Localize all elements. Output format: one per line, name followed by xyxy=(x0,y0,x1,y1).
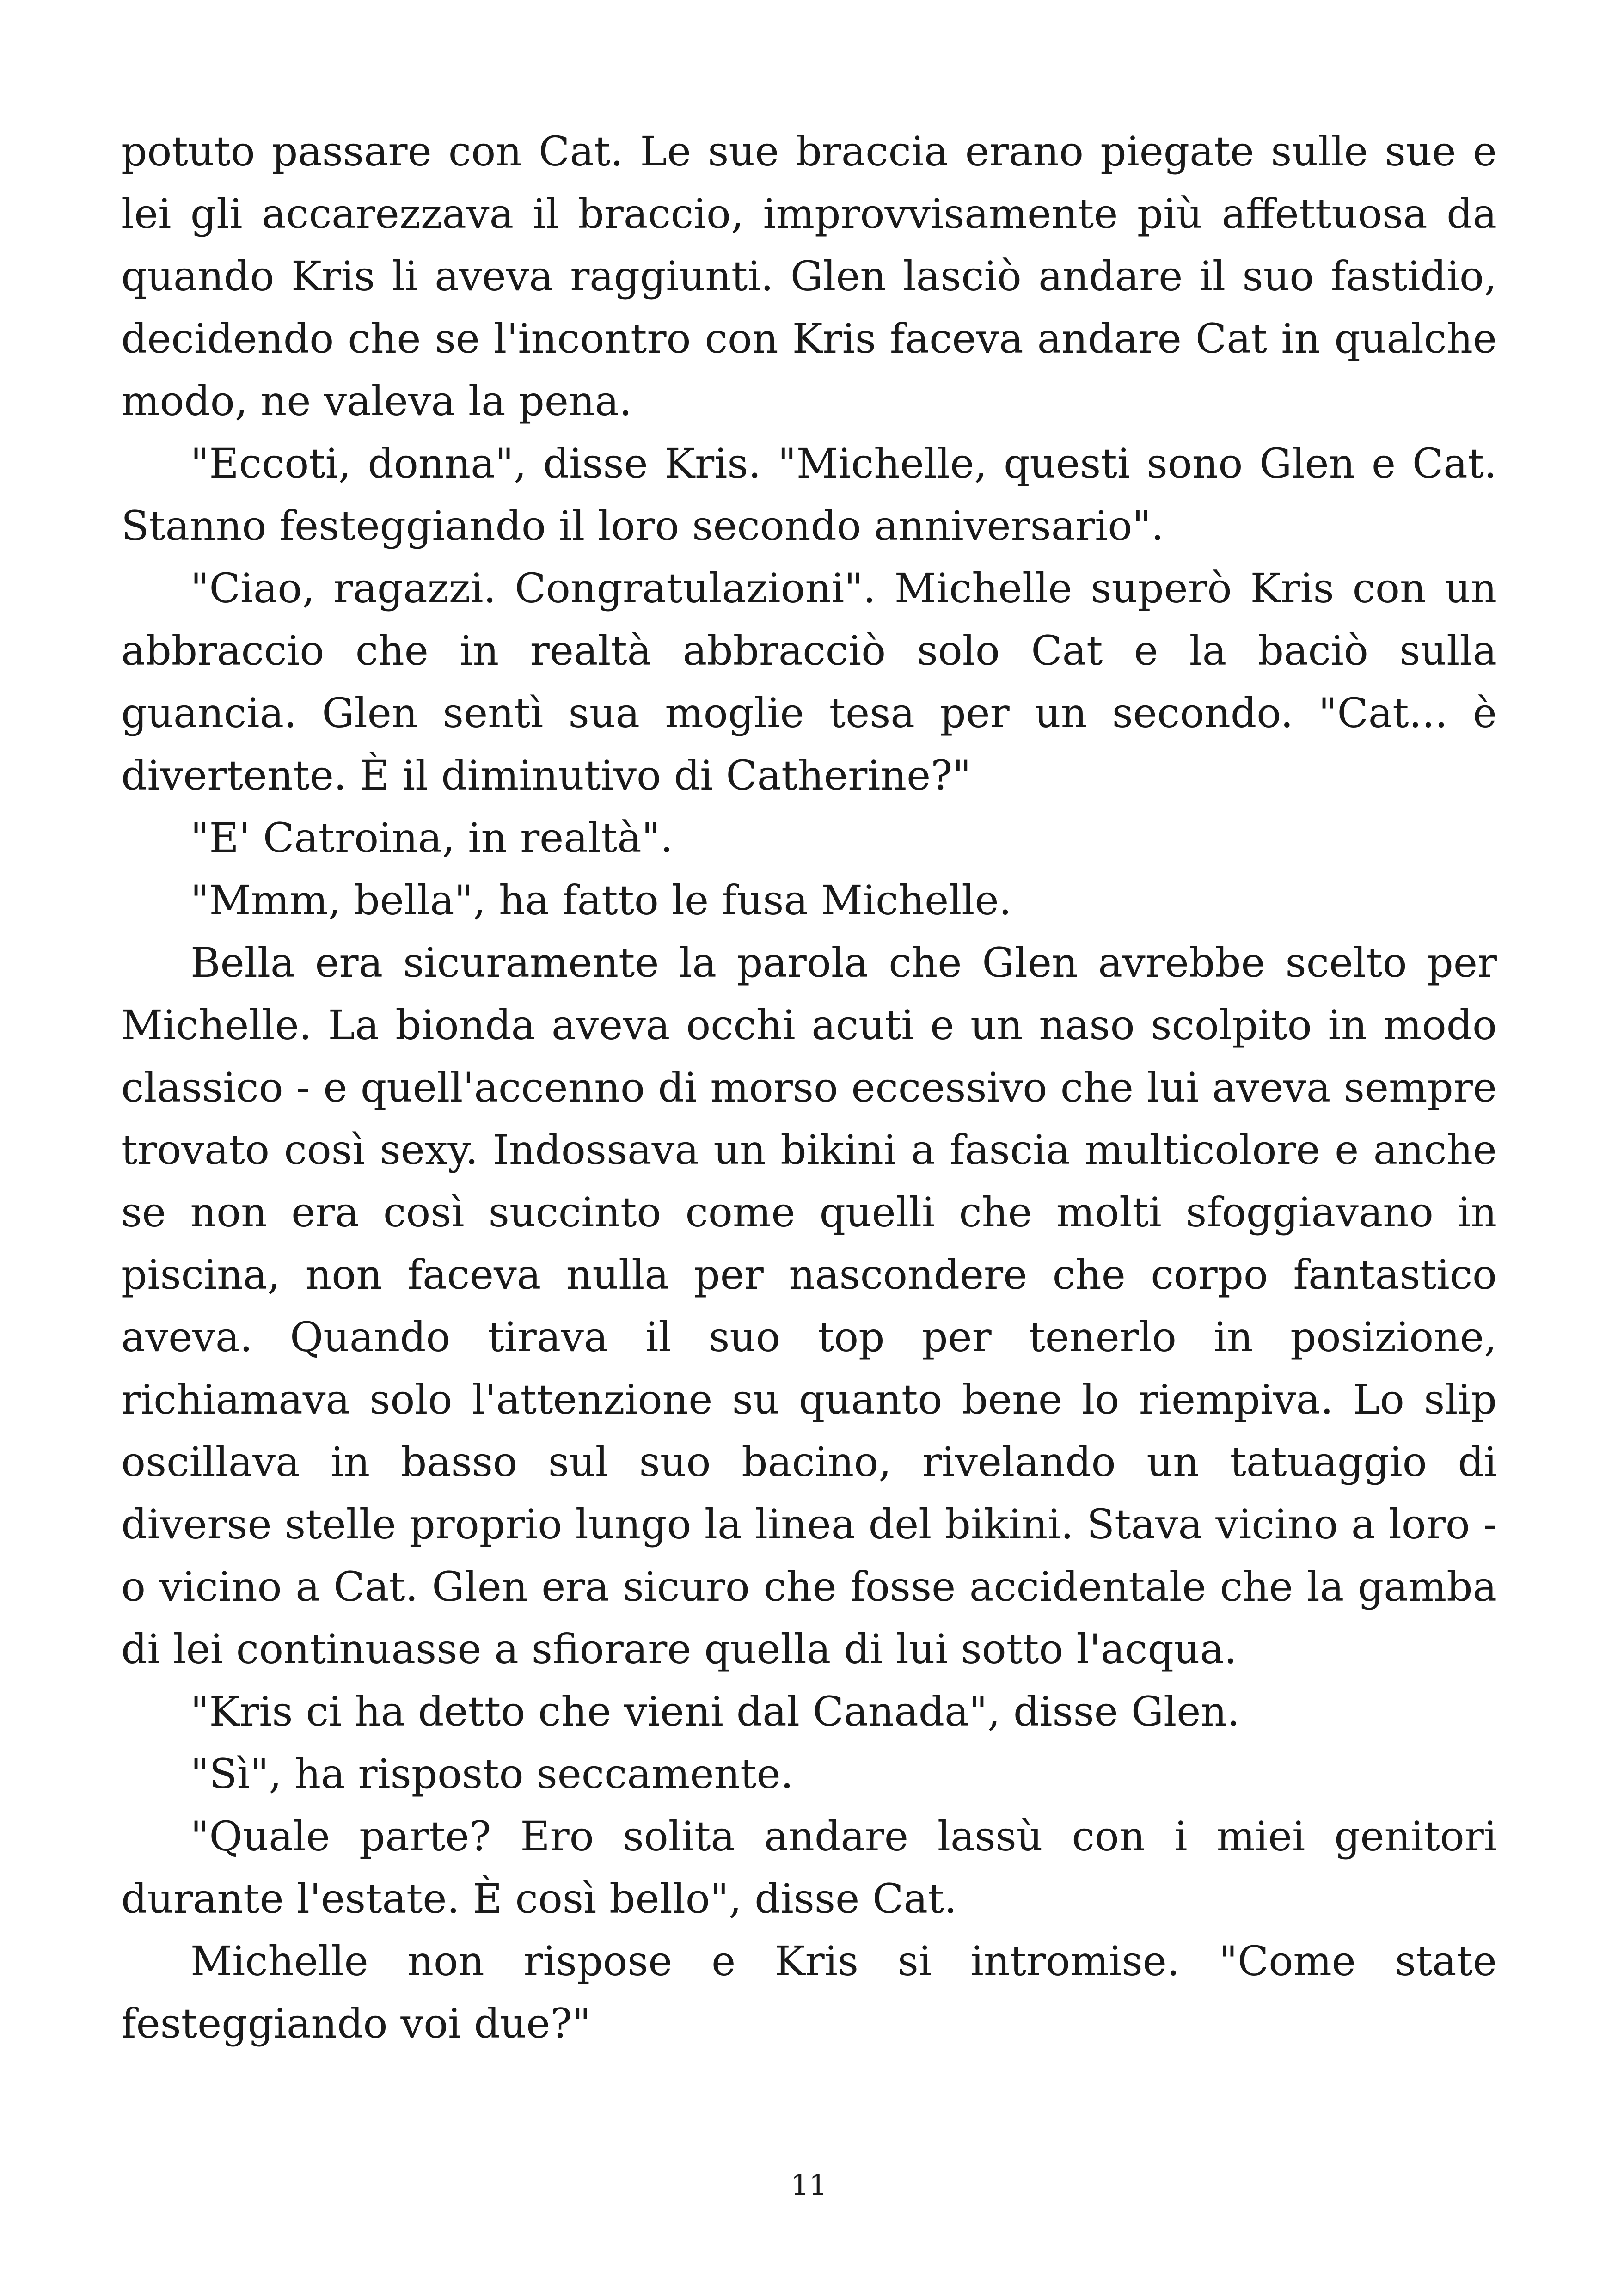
paragraph: "Kris ci ha detto che vieni dal Canada", disse Glen. xyxy=(190,1688,1240,1735)
page-number: 11 xyxy=(791,2168,827,2202)
paragraph: "Eccoti, donna", disse Kris. "Michelle, questi sono Glen e Cat. Stanno festeggiando il loro secondo anniversario". xyxy=(121,440,1497,550)
paragraph: "E' Catroina, in realtà". xyxy=(190,814,674,862)
paragraph: "Quale parte? Ero solita andare lassù con i miei genitori durante l'estate. È così bello", disse Cat. xyxy=(121,1812,1497,1923)
paragraph: "Mmm, bella", ha fatto le fusa Michelle. xyxy=(190,876,1012,924)
paragraph-continued: potuto passare con Cat. Le sue braccia erano piegate sulle sue e lei gli accarezzava il braccio, improvvisamente più affettuosa da quando Kris li aveva raggiunti. Glen lasciò andare il suo fastidio, decidendo che se l'incontro con Kris faceva andare Cat in qualche modo, ne valeva la pena. xyxy=(121,128,1497,425)
paragraph: "Ciao, ragazzi. Congratulazioni". Michelle superò Kris con un abbraccio che in realtà abbracciò solo Cat e la baciò sulla guancia. Glen sentì sua moglie tesa per un secondo. "Cat... è divertente. È il diminutivo di Catherine?" xyxy=(121,564,1497,799)
paragraph: Bella era sicuramente la parola che Glen avrebbe scelto per Michelle. La bionda aveva occhi acuti e un naso scolpito in modo classico - e quell'accenno di morso eccessivo che lui aveva sempre trovato così sexy. Indossava un bikini a fascia multicolore e anche se non era così succinto come quelli che molti sfoggiavano in piscina, non faceva nulla per nascondere che corpo fantastico aveva. Quando tirava il suo top per tenerlo in posizione, richiamava solo l'attenzione su quanto bene lo riempiva. Lo slip oscillava in basso sul suo bacino, rivelando un tatuaggio di diverse stelle proprio lungo la linea del bikini. Stava vicino a loro - o vicino a Cat. Glen era sicuro che fosse accidentale che la gamba di lei continuasse a sfiorare quella di lui sotto l'acqua. xyxy=(121,939,1497,1673)
paragraph: "Sì", ha risposto seccamente. xyxy=(190,1750,794,1798)
page-body xyxy=(121,120,1497,2055)
paragraph: Michelle non rispose e Kris si intromise. "Come state festeggiando voi due?" xyxy=(121,1937,1497,2047)
